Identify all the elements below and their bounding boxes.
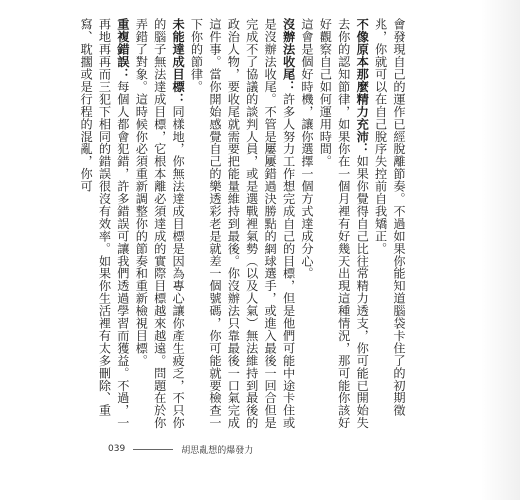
vertical-body-text <box>77 18 408 435</box>
paragraph-4 <box>190 18 296 429</box>
paragraph-6 <box>79 18 130 429</box>
paragraph-1 <box>374 18 406 416</box>
body-text-block <box>79 18 408 435</box>
paragraph-2-text: 如果你覺得自己比往常精力透支，你可能已開始失去你的認知節律，如果你在一個月裡有好幾天出現這種情況，那可能你該好好觀察自己如何運用時間。 <box>318 18 370 429</box>
chapter-title: 胡思亂想的爆發力 <box>181 445 254 456</box>
paragraph-5 <box>134 18 185 429</box>
paragraph-3 <box>300 18 314 279</box>
paragraph-2 <box>318 18 369 429</box>
paragraph-6-text: 每個人都會犯錯，許多錯誤可讓我們透過學習而獲益。不過，一再地再再而三犯下相同的錯誤很沒有效率。如果你生活裡有太多刪除、重寫、耽擱或是行程的混亂，你可 <box>79 18 130 429</box>
paragraph-3-text: 這會是個好時機，讓你選擇一個方式達成分心。 <box>299 18 314 280</box>
page-footer <box>108 442 253 456</box>
paragraph-4-text: 許多人努力工作想完成自己的目標，但是他們可能中途卡住或是沒辦法收尾。不管是屢屢錯過決勝點的網球選手，或進入最後一回合但是完成不了協議的談判人員，或是選戰裡氣勢（以及人氣）無法維持到最後的政治人物，要收尾就需要把能量維持到最後。你沒辦法只靠最後一口氣完成這件事。當你開始感覺自己的樂透彩老是就差一個號碼，你可能就要檢查一下你的節律。 <box>189 18 296 429</box>
paragraph-4-lead: 沒辦法收尾： <box>281 18 296 93</box>
paragraph-5-lead: 未能達成目標： <box>171 18 186 106</box>
paragraph-1-text: 會發現自己的運作已經脫離節奏。不過如果你能知道腦袋卡住了的初期徵兆，你就可以在自己脫序失控前自我矯正。 <box>373 18 406 417</box>
paragraph-6-lead: 重複錯誤： <box>115 18 130 81</box>
footer-divider <box>133 449 173 450</box>
page-number: 039 <box>108 444 126 454</box>
paragraph-5-text: 同樣地，你無法達成目標是因為專心讓你產生疲乏，不只你的腦子無法達成目標，它根本離必須達成的實際目標越來越遠。問題在於你弄錯了對象。這時候你必須重新調整你的節奏和重新檢視目標。 <box>134 18 186 429</box>
paragraph-2-lead: 不像原本那麼精力充沛： <box>355 18 370 155</box>
page-gutter-shadow <box>480 0 520 500</box>
